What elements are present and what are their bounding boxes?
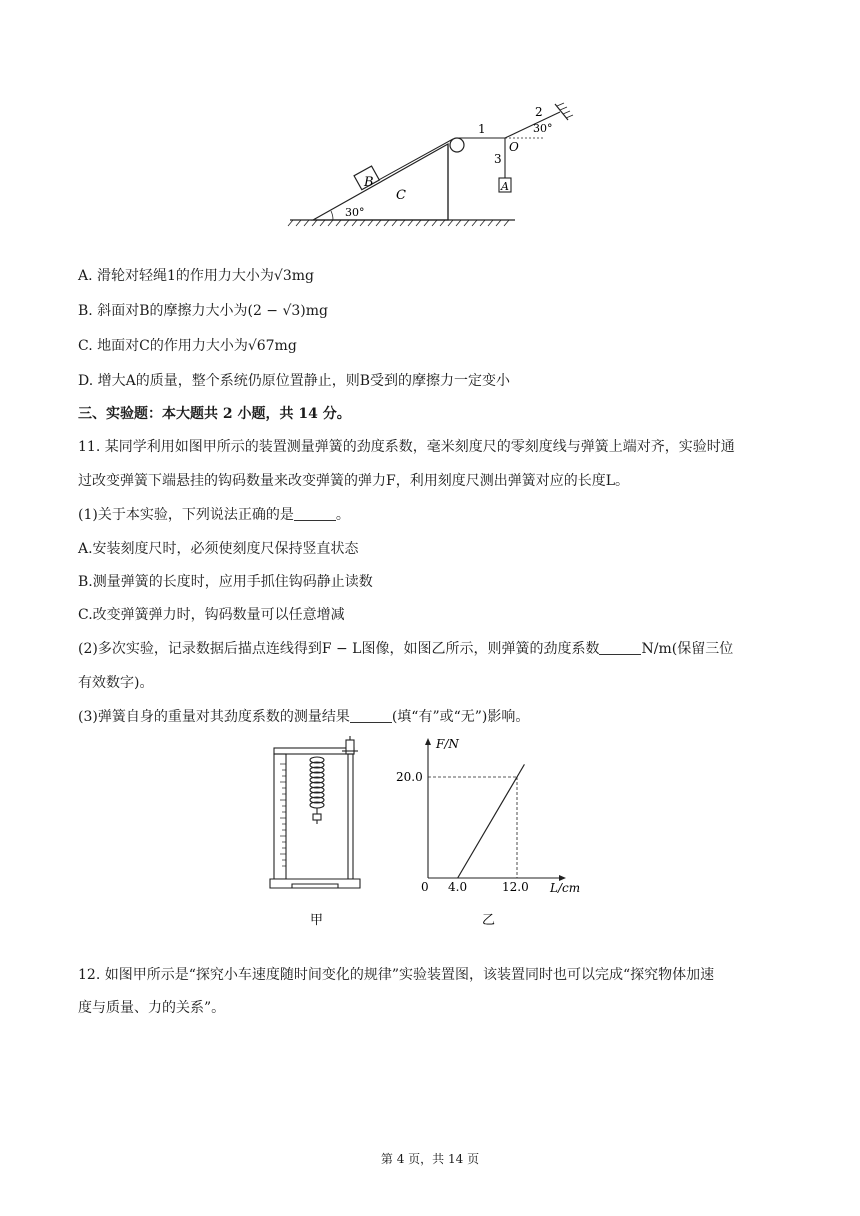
q11-part3-text: (3)弹簧自身的重量对其劲度系数的测量结果 — [78, 709, 350, 725]
spring-apparatus — [270, 736, 360, 888]
label-o: O — [509, 140, 519, 154]
label-rope-1: 1 — [478, 122, 486, 136]
q11-stem-line2: 过改变弹簧下端悬挂的钩码数量来改变弹簧的弹力F，利用刻度尺测出弹簧对应的长度L。 — [78, 473, 630, 489]
label-rope-2: 2 — [535, 105, 543, 119]
x-axis-label: L/cm — [550, 881, 581, 895]
q11-part3-end: (填“有”或“无”)影响。 — [391, 709, 530, 725]
q11-part2-line2: 有效数字)。 — [78, 675, 154, 691]
q11-part2-unit: N/m(保留三位 — [641, 641, 734, 657]
label-c: C — [396, 188, 406, 203]
label-jia: 甲 — [310, 913, 324, 928]
answer-blank-1[interactable] — [294, 506, 336, 521]
q11-part1-end: 。 — [335, 507, 350, 523]
label-a: A — [501, 180, 509, 193]
option-b: B. 斜面对B的摩擦力大小为(2 − √3)mg — [78, 303, 329, 319]
spring-experiment-figure — [262, 728, 602, 938]
answer-blank-2[interactable] — [599, 640, 641, 655]
q11-part1 — [78, 505, 350, 525]
f-l-graph — [396, 737, 580, 895]
q11-option-a: A.安装刻度尺时，必须使刻度尺保持竖直状态 — [78, 541, 359, 557]
label-angle-bottom: 30° — [345, 206, 365, 219]
q11-option-c: C.改变弹簧弹力时，钩码数量可以任意增减 — [78, 607, 345, 623]
x-tick-4: 4.0 — [448, 880, 468, 894]
spring-coil — [310, 757, 324, 808]
option-a: A. 滑轮对轻绳1的作用力大小为√3mg — [78, 268, 314, 284]
label-rope-3: 3 — [494, 152, 502, 166]
q11-part1-text: (1)关于本实验，下列说法正确的是 — [78, 507, 294, 523]
q12-line2: 度与质量、力的关系”。 — [78, 1000, 226, 1016]
page-footer: 第 4 页，共 14 页 — [380, 1152, 480, 1166]
ground-hatching — [288, 220, 509, 226]
x-tick-12: 12.0 — [502, 880, 529, 894]
option-c: C. 地面对C的作用力大小为√67mg — [78, 338, 297, 354]
y-axis-label: F/N — [436, 737, 459, 751]
q11-part3 — [78, 707, 529, 727]
q11-part2-text: (2)多次实验，记录数据后描点连线得到F − L图像，如图乙所示，则弹簧的劲度系数 — [78, 641, 600, 657]
incline-pulley-diagram — [285, 100, 585, 230]
hook-weight — [313, 814, 321, 820]
label-yi: 乙 — [482, 913, 496, 928]
label-b: B — [364, 175, 374, 190]
label-angle-top: 30° — [533, 122, 553, 135]
q11-option-b: B.测量弹簧的长度时，应用手抓住钩码静止读数 — [78, 574, 373, 590]
q11-part2 — [78, 639, 733, 659]
section-heading: 三、实验题：本大题共 2 小题，共 14 分。 — [78, 406, 351, 422]
pulley — [450, 138, 464, 152]
option-d: D. 增大A的质量，整个系统仍原位置静止，则B受到的摩擦力一定变小 — [78, 373, 511, 389]
q11-stem-line1: 11. 某同学利用如图甲所示的装置测量弹簧的劲度系数，毫米刻度尺的零刻度线与弹簧上端对齐，实验时通 — [78, 439, 735, 455]
incline-c — [313, 144, 448, 220]
y-tick-20: 20.0 — [396, 770, 423, 784]
answer-blank-3[interactable] — [350, 708, 392, 723]
data-line — [458, 764, 525, 878]
origin-label: 0 — [421, 880, 429, 894]
q12-line1: 12. 如图甲所示是“探究小车速度随时间变化的规律”实验装置图，该装置同时也可以完成“探究物体加速 — [78, 967, 715, 983]
